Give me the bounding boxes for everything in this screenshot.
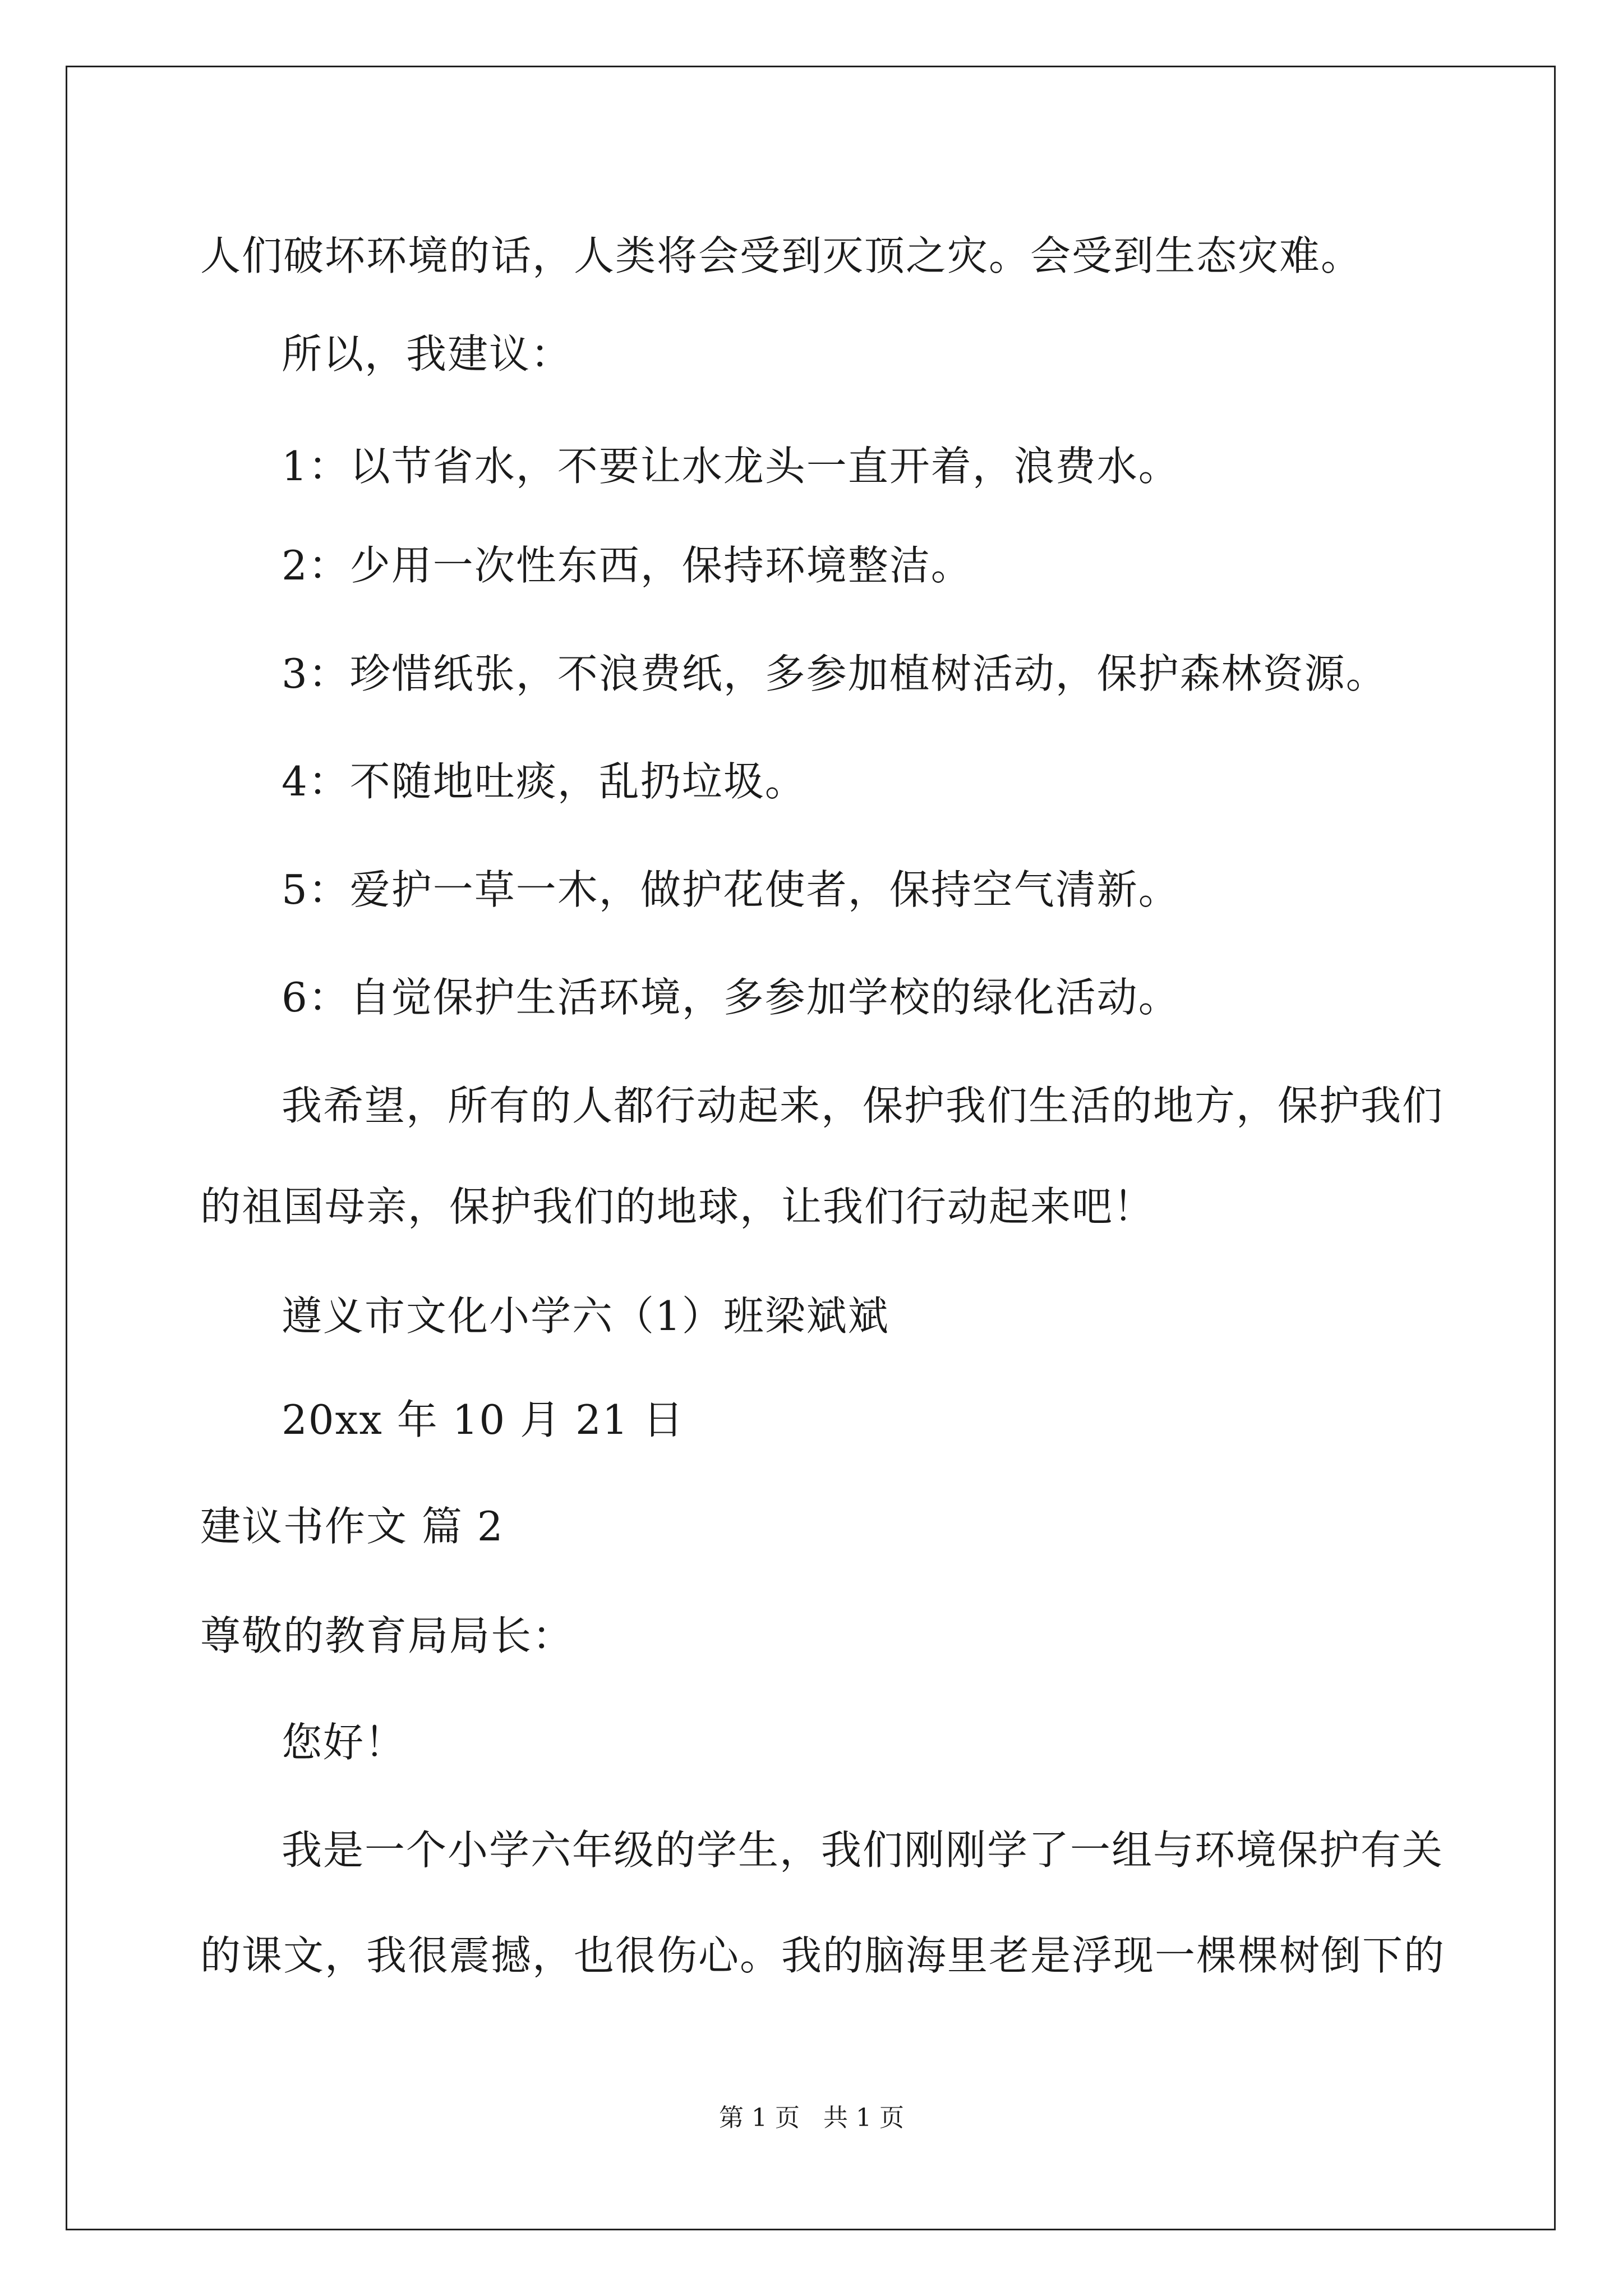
suggestion-3: 3：珍惜纸张，不浪费纸，多参加植树活动，保护森林资源。 — [282, 650, 1387, 697]
suggestion-4: 4：不随地吐痰，乱扔垃圾。 — [282, 758, 806, 805]
suggestion-5: 5：爱护一草一木，做护花使者，保持空气清新。 — [282, 866, 1180, 913]
body-line-hope-2: 的祖国母亲，保护我们的地球，让我们行动起来吧！ — [200, 1183, 1155, 1230]
suggestion-2: 2：少用一次性东西，保持环境整洁。 — [282, 542, 972, 589]
date: 20xx 年 10 月 21 日 — [282, 1396, 685, 1443]
salutation: 尊敬的教育局局长： — [200, 1612, 574, 1659]
suggestion-6: 6：自觉保护生活环境，多参加学校的绿化活动。 — [282, 974, 1180, 1021]
signature: 遵义市文化小学六（1）班梁斌斌 — [282, 1292, 889, 1340]
body-line-1: 人们破坏环境的话，人类将会受到灭顶之灾。会受到生态灾难。 — [200, 232, 1363, 279]
section-heading: 建议书作文 篇 2 — [200, 1503, 504, 1550]
body-line-intro-2: 的课文，我很震撼，也很伤心。我的脑海里老是浮现一棵棵树倒下的 — [200, 1932, 1446, 1979]
body-line-intro-1: 我是一个小学六年级的学生，我们刚刚学了一组与环境保护有关 — [282, 1826, 1444, 1874]
page-footer: 第 1 页 共 1 页 — [719, 2104, 904, 2132]
page-frame — [66, 66, 1556, 2230]
body-line-2: 所以，我建议： — [282, 330, 573, 378]
body-line-hope-1: 我希望，所有的人都行动起来，保护我们生活的地方，保护我们 — [282, 1082, 1444, 1129]
suggestion-1: 1：以节省水，不要让水龙头一直开着，浪费水。 — [282, 443, 1180, 490]
greeting: 您好！ — [282, 1719, 407, 1766]
